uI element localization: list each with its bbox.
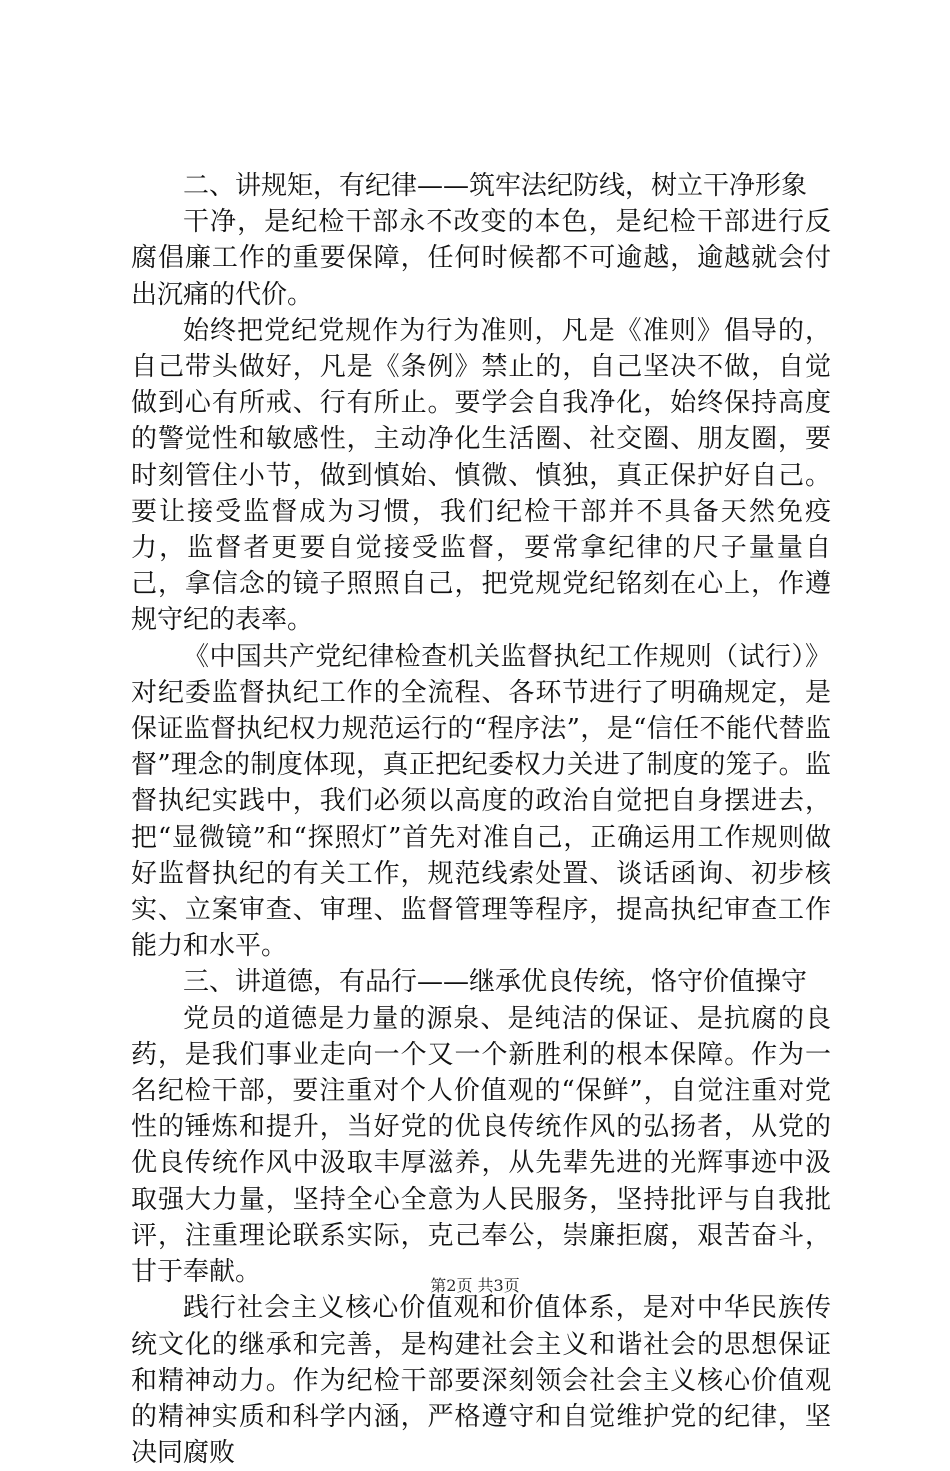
paragraph-core-values: 践行社会主义核心价值观和价值体系，是对中华民族传统文化的继承和完善，是构建社会主义和谐社会的思想保证和精神动力。作为纪检干部要深刻领会社会主义核心价值观的精神实质和科学内涵，严格遵守和自觉维护党的纪律，坚决同腐败 — [131, 1293, 831, 1469]
page-footer: 第2页 共3页 — [430, 1276, 520, 1295]
section-heading-3: 三、讲道德，有品行——继承优良传统，恪守价值操守 — [183, 967, 808, 998]
section-heading-2: 二、讲规矩，有纪律——筑牢法纪防线，树立干净形象 — [183, 171, 808, 201]
paragraph-party-rules: 始终把党纪党规作为行为准则，凡是《准则》倡导的，自己带头做好，凡是《条例》禁止的，自己坚决不做，自觉做到心有所戒、行有所止。要学会自我净化，始终保持高度的警觉性和敏感性，主动净化生活圈、社交圈、朋友圈，要时刻管住小节，做到慎始、慎微、慎独，真正保护好自己。要让接受监督成为习惯，我们纪检干部并不具备天然免疫力，监督者更要自觉接受监督，要常拿纪律的尺子量量自己，拿信念的镜子照照自己，把党规党纪铭刻在心上，作遵规守纪的表率。 — [131, 315, 831, 636]
paragraph-party-morality: 党员的道德是力量的源泉、是纯洁的保证、是抗腐的良药，是我们事业走向一个又一个新胜利的根本保障。作为一名纪检干部，要注重对个人价值观的“保鲜”，自觉注重对党性的锤炼和提升，当好党的优良传统作风的弘扬者，从党的优良传统作风中汲取丰厚滋养，从先辈先进的光辉事迹中汲取强大力量，坚持全心全意为人民服务，坚持批评与自我批评，注重理论联系实际，克己奉公，崇廉拒腐，艰苦奋斗，甘于奉献。 — [131, 1003, 831, 1288]
paragraph-supervision-rules: 《中国共产党纪律检查机关监督执纪工作规则（试行）》对纪委监督执纪工作的全流程、各环节进行了明确规定，是保证监督执纪权力规范运行的“程序法”，是“信任不能代替监督”理念的制度体现，真正把纪委权力关进了制度的笼子。监督执纪实践中，我们必须以高度的政治自觉把自身摆进去，把“显微镜”和“探照灯”首先对准自己，正确运用工作规则做好监督执纪的有关工作，规范线索处置、谈话函询、初步核实、立案审查、审理、监督管理等程序，提高执纪审查工作能力和水平。 — [131, 641, 831, 962]
paragraph-clean-conduct: 干净，是纪检干部永不改变的本色，是纪检干部进行反腐倡廉工作的重要保障，任何时候都不可逾越，逾越就会付出沉痛的代价。 — [131, 207, 831, 310]
